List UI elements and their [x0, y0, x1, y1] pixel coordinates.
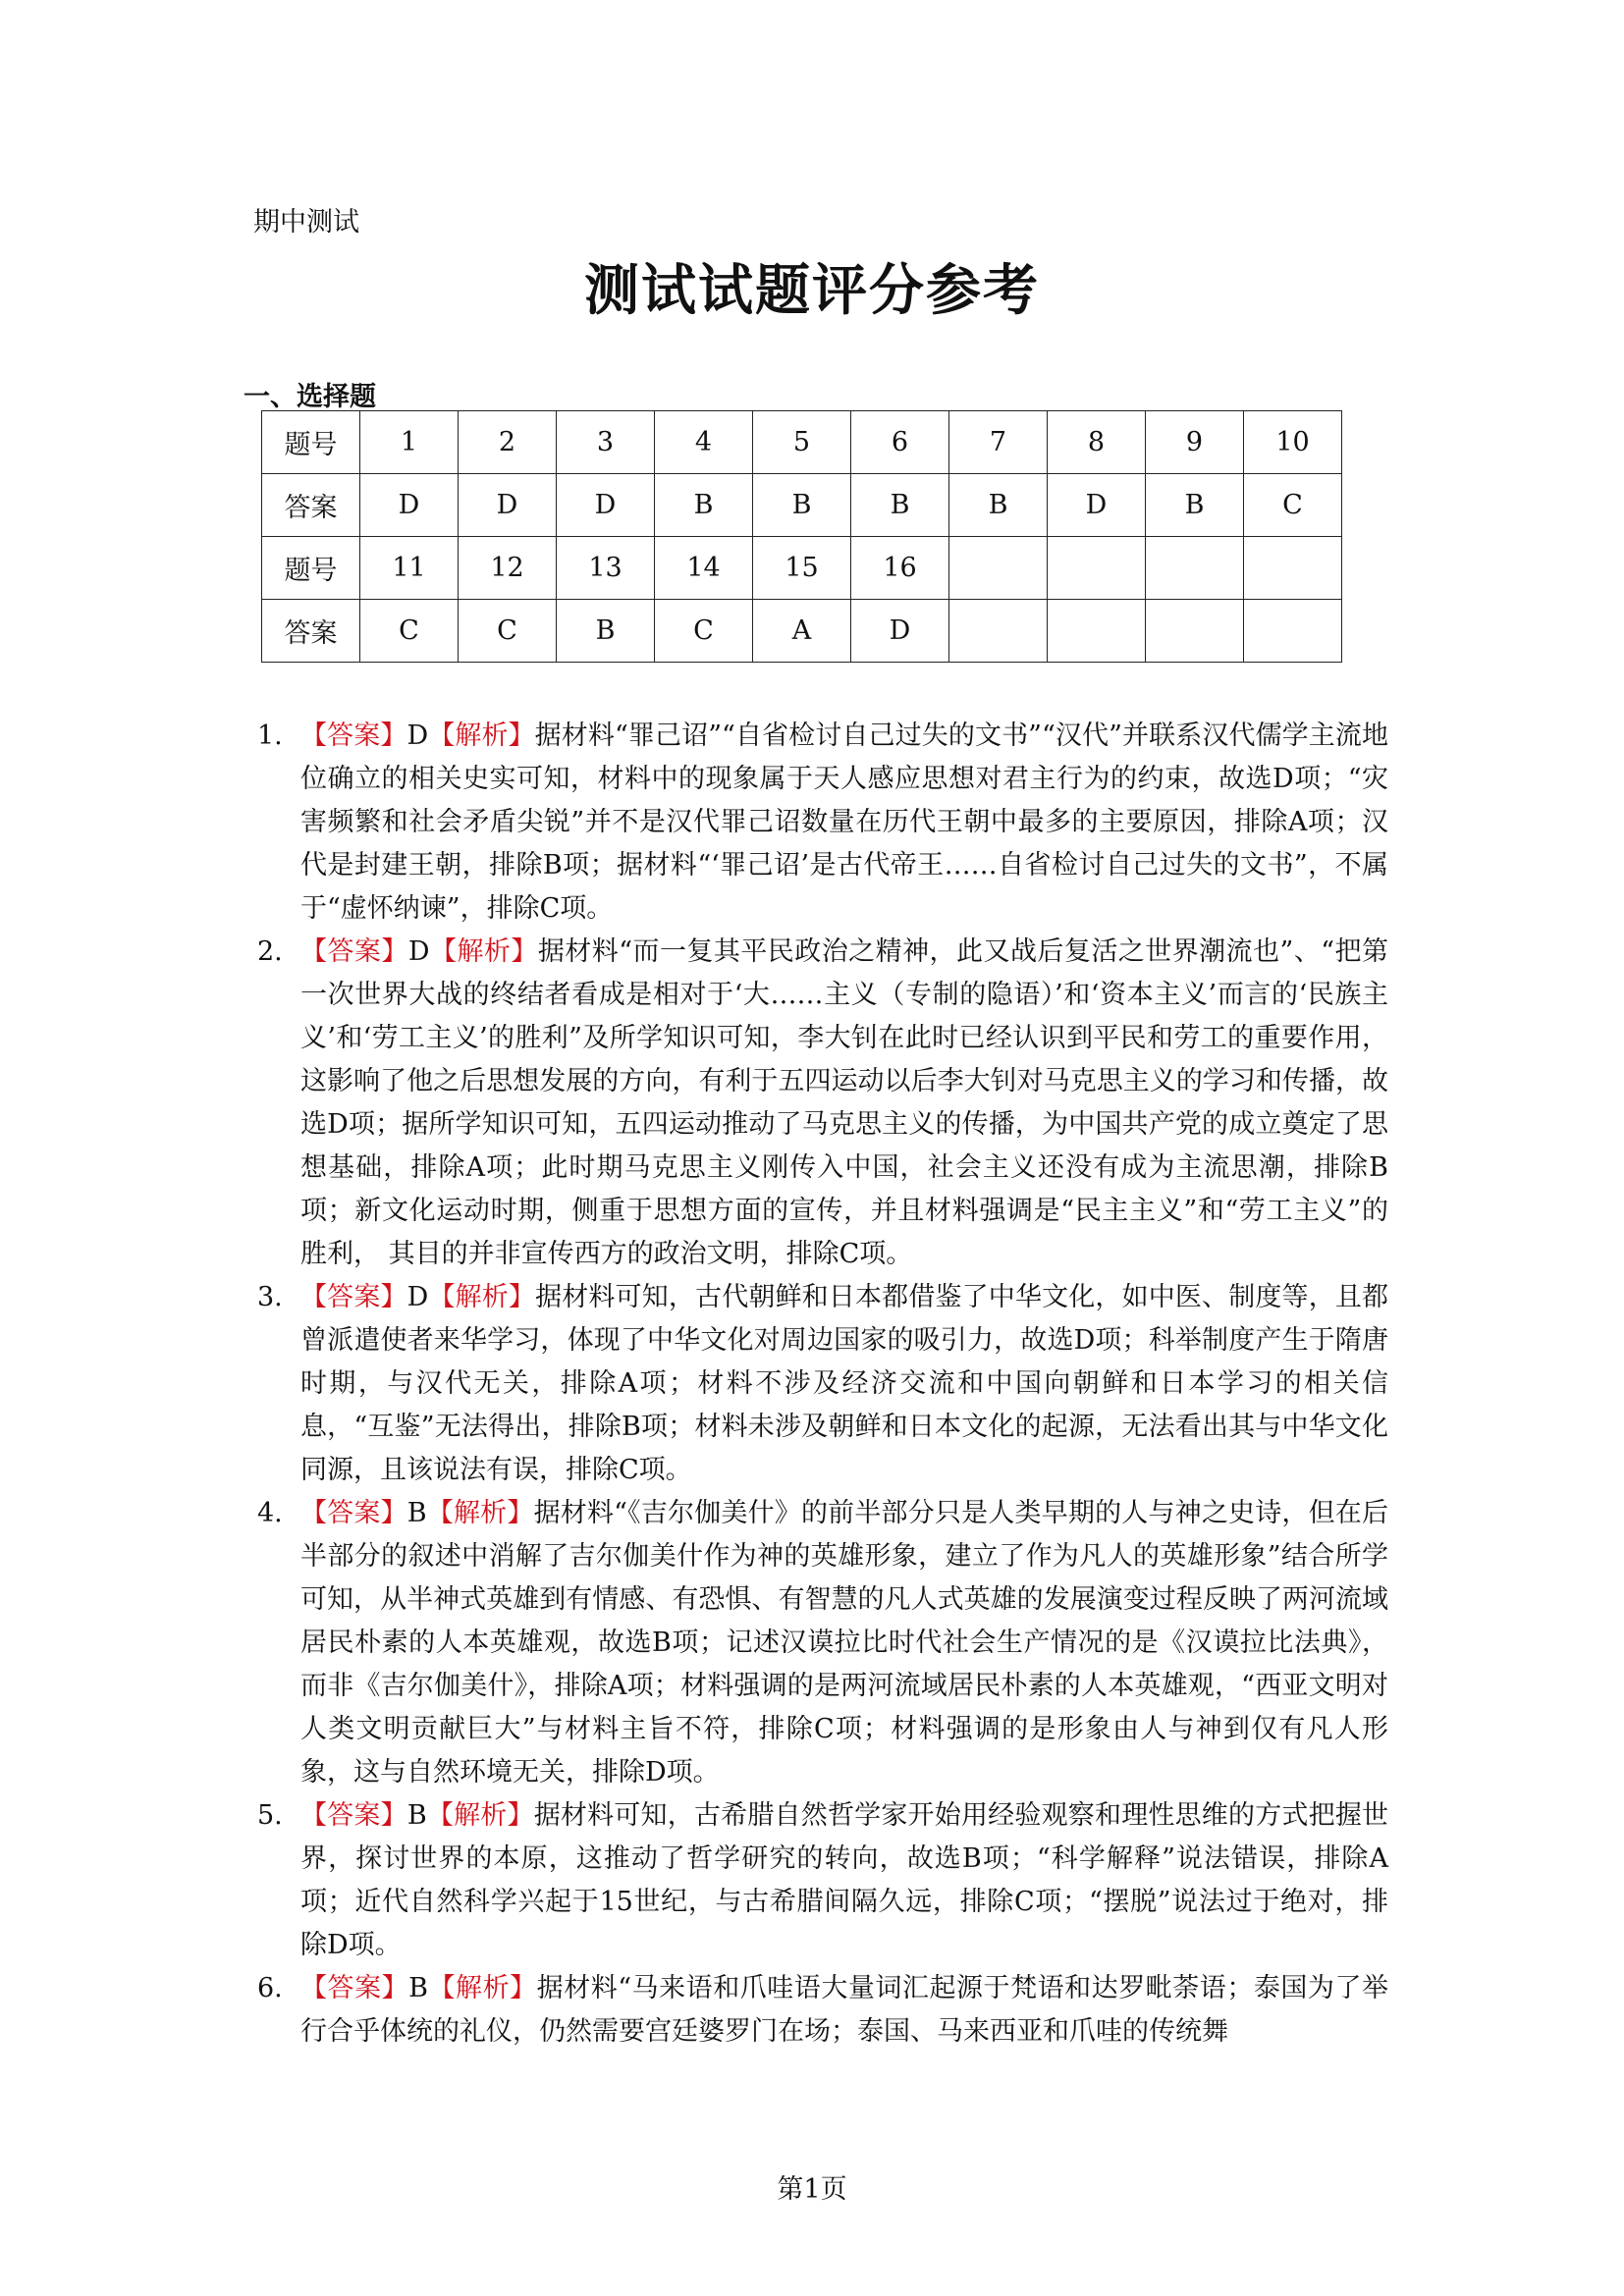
- table-cell: 10: [1244, 411, 1342, 474]
- section-title: 一、选择题: [244, 382, 376, 412]
- table-cell: D: [360, 474, 459, 537]
- analysis-label: 【解析】: [426, 1498, 534, 1528]
- table-cell: 5: [753, 411, 851, 474]
- table-row: [262, 474, 1342, 537]
- answer-letter: D: [407, 936, 430, 967]
- answer-letter: D: [406, 721, 429, 751]
- row-label: 题号: [262, 411, 360, 474]
- answer-label: 【答案】: [300, 1282, 407, 1312]
- answer-label: 【答案】: [300, 1973, 409, 2003]
- analysis-label: 【解析】: [426, 1800, 534, 1831]
- table-cell: 15: [753, 537, 851, 600]
- analysis-label: 【解析】: [429, 936, 538, 967]
- analysis-text: 据材料可知，古希腊自然哲学家开始用经验观察和理性思维的方式把握世界，探讨世界的本原，这推动了哲学研究的转向，故选B项；“科学解释”说法错误，排除A项；近代自然科学兴起于15世纪，与古希腊间隔久远，排除C项；“摆脱”说法过于绝对，排除D项。: [300, 1800, 1389, 1960]
- table-cell: B: [851, 474, 949, 537]
- item-number: 1.: [257, 721, 283, 751]
- table-cell: 6: [851, 411, 949, 474]
- list-item: [257, 1492, 1388, 1794]
- table-cell: 1: [360, 411, 459, 474]
- page-number: 第1页: [777, 2174, 847, 2205]
- table-cell: [949, 537, 1048, 600]
- table-row: [262, 537, 1342, 600]
- list-item: [257, 931, 1388, 1276]
- row-label: 题号: [262, 537, 360, 600]
- table-cell: 7: [949, 411, 1048, 474]
- table-cell: 12: [459, 537, 557, 600]
- row-label: 答案: [262, 474, 360, 537]
- table-cell: 3: [557, 411, 655, 474]
- table-cell: [1048, 600, 1146, 663]
- table-cell: B: [1146, 474, 1244, 537]
- answer-letter: B: [406, 1498, 427, 1528]
- analysis-label: 【解析】: [428, 1282, 536, 1312]
- table-cell: B: [557, 600, 655, 663]
- table-cell: C: [459, 600, 557, 663]
- list-item: [257, 1794, 1388, 1967]
- answer-table: [261, 410, 1342, 663]
- analysis-text: 据材料“《吉尔伽美什》的前半部分只是人类早期的人与神之史诗，但在后半部分的叙述中消解了吉尔伽美什作为神的英雄形象，建立了作为凡人的英雄形象”结合所学可知，从半神式英雄到有情感、有恐惧、有智慧的凡人式英雄的发展演变过程反映了两河流域居民朴素的人本英雄观，故选B项；记述汉谟拉比时代社会生产情况的是《汉谟拉比法典》，而非《吉尔伽美什》，排除A项；材料强调的是两河流域居民朴素的人本英雄观，“西亚文明对人类文明贡献巨大”与材料主旨不符，排除C项；材料强调的是形象由人与神到仅有凡人形象，这与自然环境无关，排除D项。: [300, 1498, 1389, 1788]
- table-cell: [949, 600, 1048, 663]
- table-cell: 8: [1048, 411, 1146, 474]
- table-cell: D: [1048, 474, 1146, 537]
- answer-letter: B: [408, 1973, 428, 2003]
- table-cell: 13: [557, 537, 655, 600]
- table-cell: B: [949, 474, 1048, 537]
- list-item: [257, 1276, 1388, 1492]
- analysis-text: 据材料“马来语和爪哇语大量词汇起源于梵语和达罗毗荼语；泰国为了举行合乎体统的礼仪，仍然需要宫廷婆罗门在场；泰国、马来西亚和爪哇的传统舞: [300, 1973, 1388, 2047]
- page-title: 测试试题评分参考: [584, 259, 1040, 323]
- table-cell: 16: [851, 537, 949, 600]
- table-cell: D: [459, 474, 557, 537]
- table-cell: C: [1244, 474, 1342, 537]
- table-cell: [1146, 600, 1244, 663]
- table-cell: 9: [1146, 411, 1244, 474]
- answer-label: 【答案】: [300, 1498, 407, 1528]
- table-cell: A: [753, 600, 851, 663]
- table-cell: 2: [459, 411, 557, 474]
- answer-label: 【答案】: [300, 721, 407, 751]
- item-number: 4.: [257, 1498, 283, 1528]
- table-cell: 11: [360, 537, 459, 600]
- item-number: 3.: [257, 1282, 283, 1312]
- table-row: [262, 600, 1342, 663]
- answer-label: 【答案】: [300, 936, 408, 967]
- table-cell: [1048, 537, 1146, 600]
- answer-label: 【答案】: [300, 1800, 407, 1831]
- table-cell: D: [851, 600, 949, 663]
- answer-explanations: [257, 715, 1388, 2054]
- table-row: [262, 411, 1342, 474]
- table-cell: C: [360, 600, 459, 663]
- answer-letter: D: [406, 1282, 429, 1312]
- table-cell: 14: [655, 537, 753, 600]
- table-cell: C: [655, 600, 753, 663]
- table-cell: [1146, 537, 1244, 600]
- table-cell: B: [655, 474, 753, 537]
- analysis-text: 据材料“而一复其平民政治之精神，此又战后复活之世界潮流也”、“把第一次世界大战的终结者看成是相对于‘大……主义（专制的隐语）’和‘资本主义’而言的‘民族主义’和‘劳工主义’的胜利”及所学知识可知，李大钊在此时已经认识到平民和劳工的重要作用，这影响了他之后思想发展的方向，有利于五四运动以后李大钊对马克思主义的学习和传播，故选D项；据所学知识可知，五四运动推动了马克思主义的传播，为中国共产党的成立奠定了思想基础，排除A项；此时期马克思主义刚传入中国，社会主义还没有成为主流思潮，排除B项；新文化运动时期，侧重于思想方面的宣传，并且材料强调是“民主主义”和“劳工主义”的胜利， 其目的并非宣传西方的政治文明，排除C项。: [300, 936, 1389, 1269]
- table-cell: B: [753, 474, 851, 537]
- exam-label: 期中测试: [253, 207, 359, 238]
- item-number: 6.: [257, 1973, 283, 2003]
- answer-letter: B: [406, 1800, 427, 1831]
- analysis-text: 据材料可知，古代朝鲜和日本都借鉴了中华文化，如中医、制度等，且都曾派遣使者来华学习，体现了中华文化对周边国家的吸引力，故选D项；科举制度产生于隋唐时期，与汉代无关，排除A项；材料不涉及经济交流和中国向朝鲜和日本学习的相关信息，“互鉴”无法得出，排除B项；材料未涉及朝鲜和日本文化的起源，无法看出其与中华文化同源，且该说法有误，排除C项。: [300, 1282, 1389, 1485]
- table-cell: [1244, 537, 1342, 600]
- item-number: 5.: [257, 1800, 283, 1831]
- list-item: [257, 715, 1388, 931]
- analysis-label: 【解析】: [427, 1973, 537, 2003]
- table-cell: [1244, 600, 1342, 663]
- table-cell: D: [557, 474, 655, 537]
- analysis-text: 据材料“罪己诏”“自省检讨自己过失的文书”“汉代”并联系汉代儒学主流地位确立的相关史实可知，材料中的现象属于天人感应思想对君主行为的约束，故选D项；“灾害频繁和社会矛盾尖锐”并不是汉代罪己诏数量在历代王朝中最多的主要原因，排除A项；汉代是封建王朝，排除B项；据材料“‘罪己诏’是古代帝王……自省检讨自己过失的文书”，不属于“虚怀纳谏”，排除C项。: [300, 721, 1389, 924]
- item-number: 2.: [257, 936, 283, 967]
- row-label: 答案: [262, 600, 360, 663]
- table-cell: 4: [655, 411, 753, 474]
- list-item: [257, 1967, 1388, 2054]
- analysis-label: 【解析】: [428, 721, 535, 751]
